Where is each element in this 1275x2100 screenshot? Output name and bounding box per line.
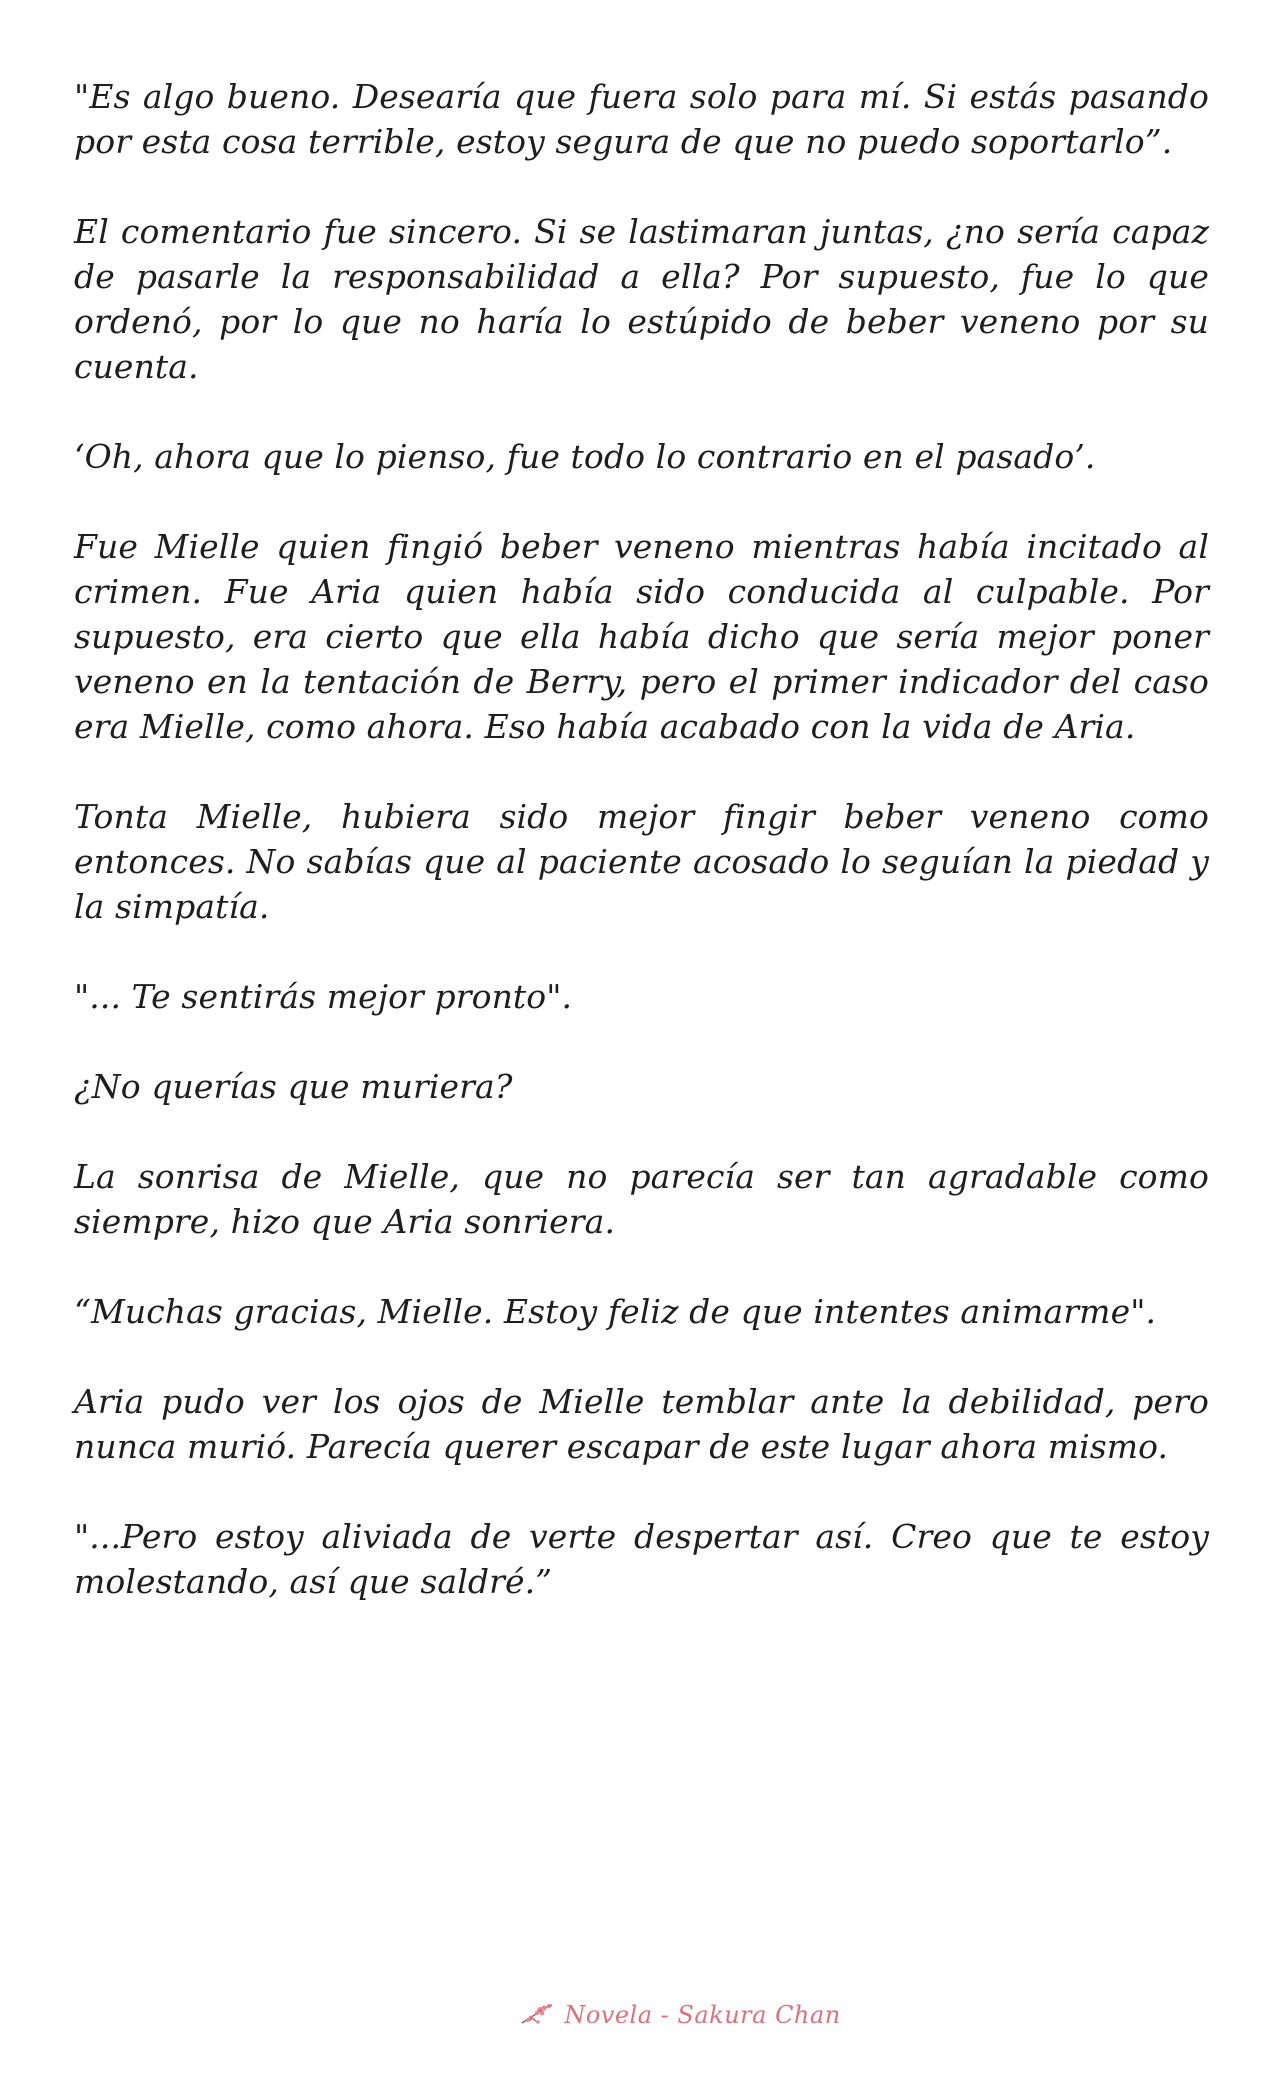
paragraph: Aria pudo ver los ojos de Mielle temblar ante la debilidad, pero nunca murió. Parecía querer escapar de este lugar ahora mismo. (74, 1382, 1209, 1466)
footer-watermark (0, 1995, 1275, 2035)
paragraph: La sonrisa de Mielle, que no parecía ser tan agradable como siempre, hizo que Aria sonriera. (74, 1157, 1209, 1241)
novel-text (74, 74, 1209, 1649)
paragraph: El comentario fue sincero. Si se lastimaran juntas, ¿no sería capaz de pasarle la responsabilidad a ella? Por supuesto, fue lo que ordenó, por lo que no haría lo estúpido de beber veneno por su cuenta. (74, 212, 1209, 386)
watermark (518, 2001, 840, 2029)
paragraph: Tonta Mielle, hubiera sido mejor fingir beber veneno como entonces. No sabías que al paciente acosado lo seguían la piedad y la simpatía. (74, 797, 1209, 926)
watermark-text: Novela - Sakura Chan (564, 2001, 841, 2029)
paragraph: "...Pero estoy aliviada de verte despertar así. Creo que te estoy molestando, así que saldré.” (74, 1517, 1209, 1601)
paragraph: "Es algo bueno. Desearía que fuera solo para mí. Si estás pasando por esta cosa terrible, estoy segura de que no puedo soportarlo”. (74, 77, 1209, 161)
paragraph: ‘Oh, ahora que lo pienso, fue todo lo contrario en el pasado’. (74, 437, 1096, 476)
cherry-blossom-icon (518, 2001, 556, 2029)
paragraph: “Muchas gracias, Mielle. Estoy feliz de que intentes animarme". (74, 1292, 1157, 1331)
paragraph: Fue Mielle quien fingió beber veneno mientras había incitado al crimen. Fue Aria quien había sido conducida al culpable. Por supuesto, era cierto que ella había dicho que sería mejor poner veneno en la tentación de Berry, pero el primer indicador del caso era Mielle, como ahora. Eso había acabado con la vida de Aria. (74, 527, 1209, 746)
paragraph: "... Te sentirás mejor pronto". (74, 977, 573, 1016)
paragraph: ¿No querías que muriera? (74, 1067, 513, 1106)
